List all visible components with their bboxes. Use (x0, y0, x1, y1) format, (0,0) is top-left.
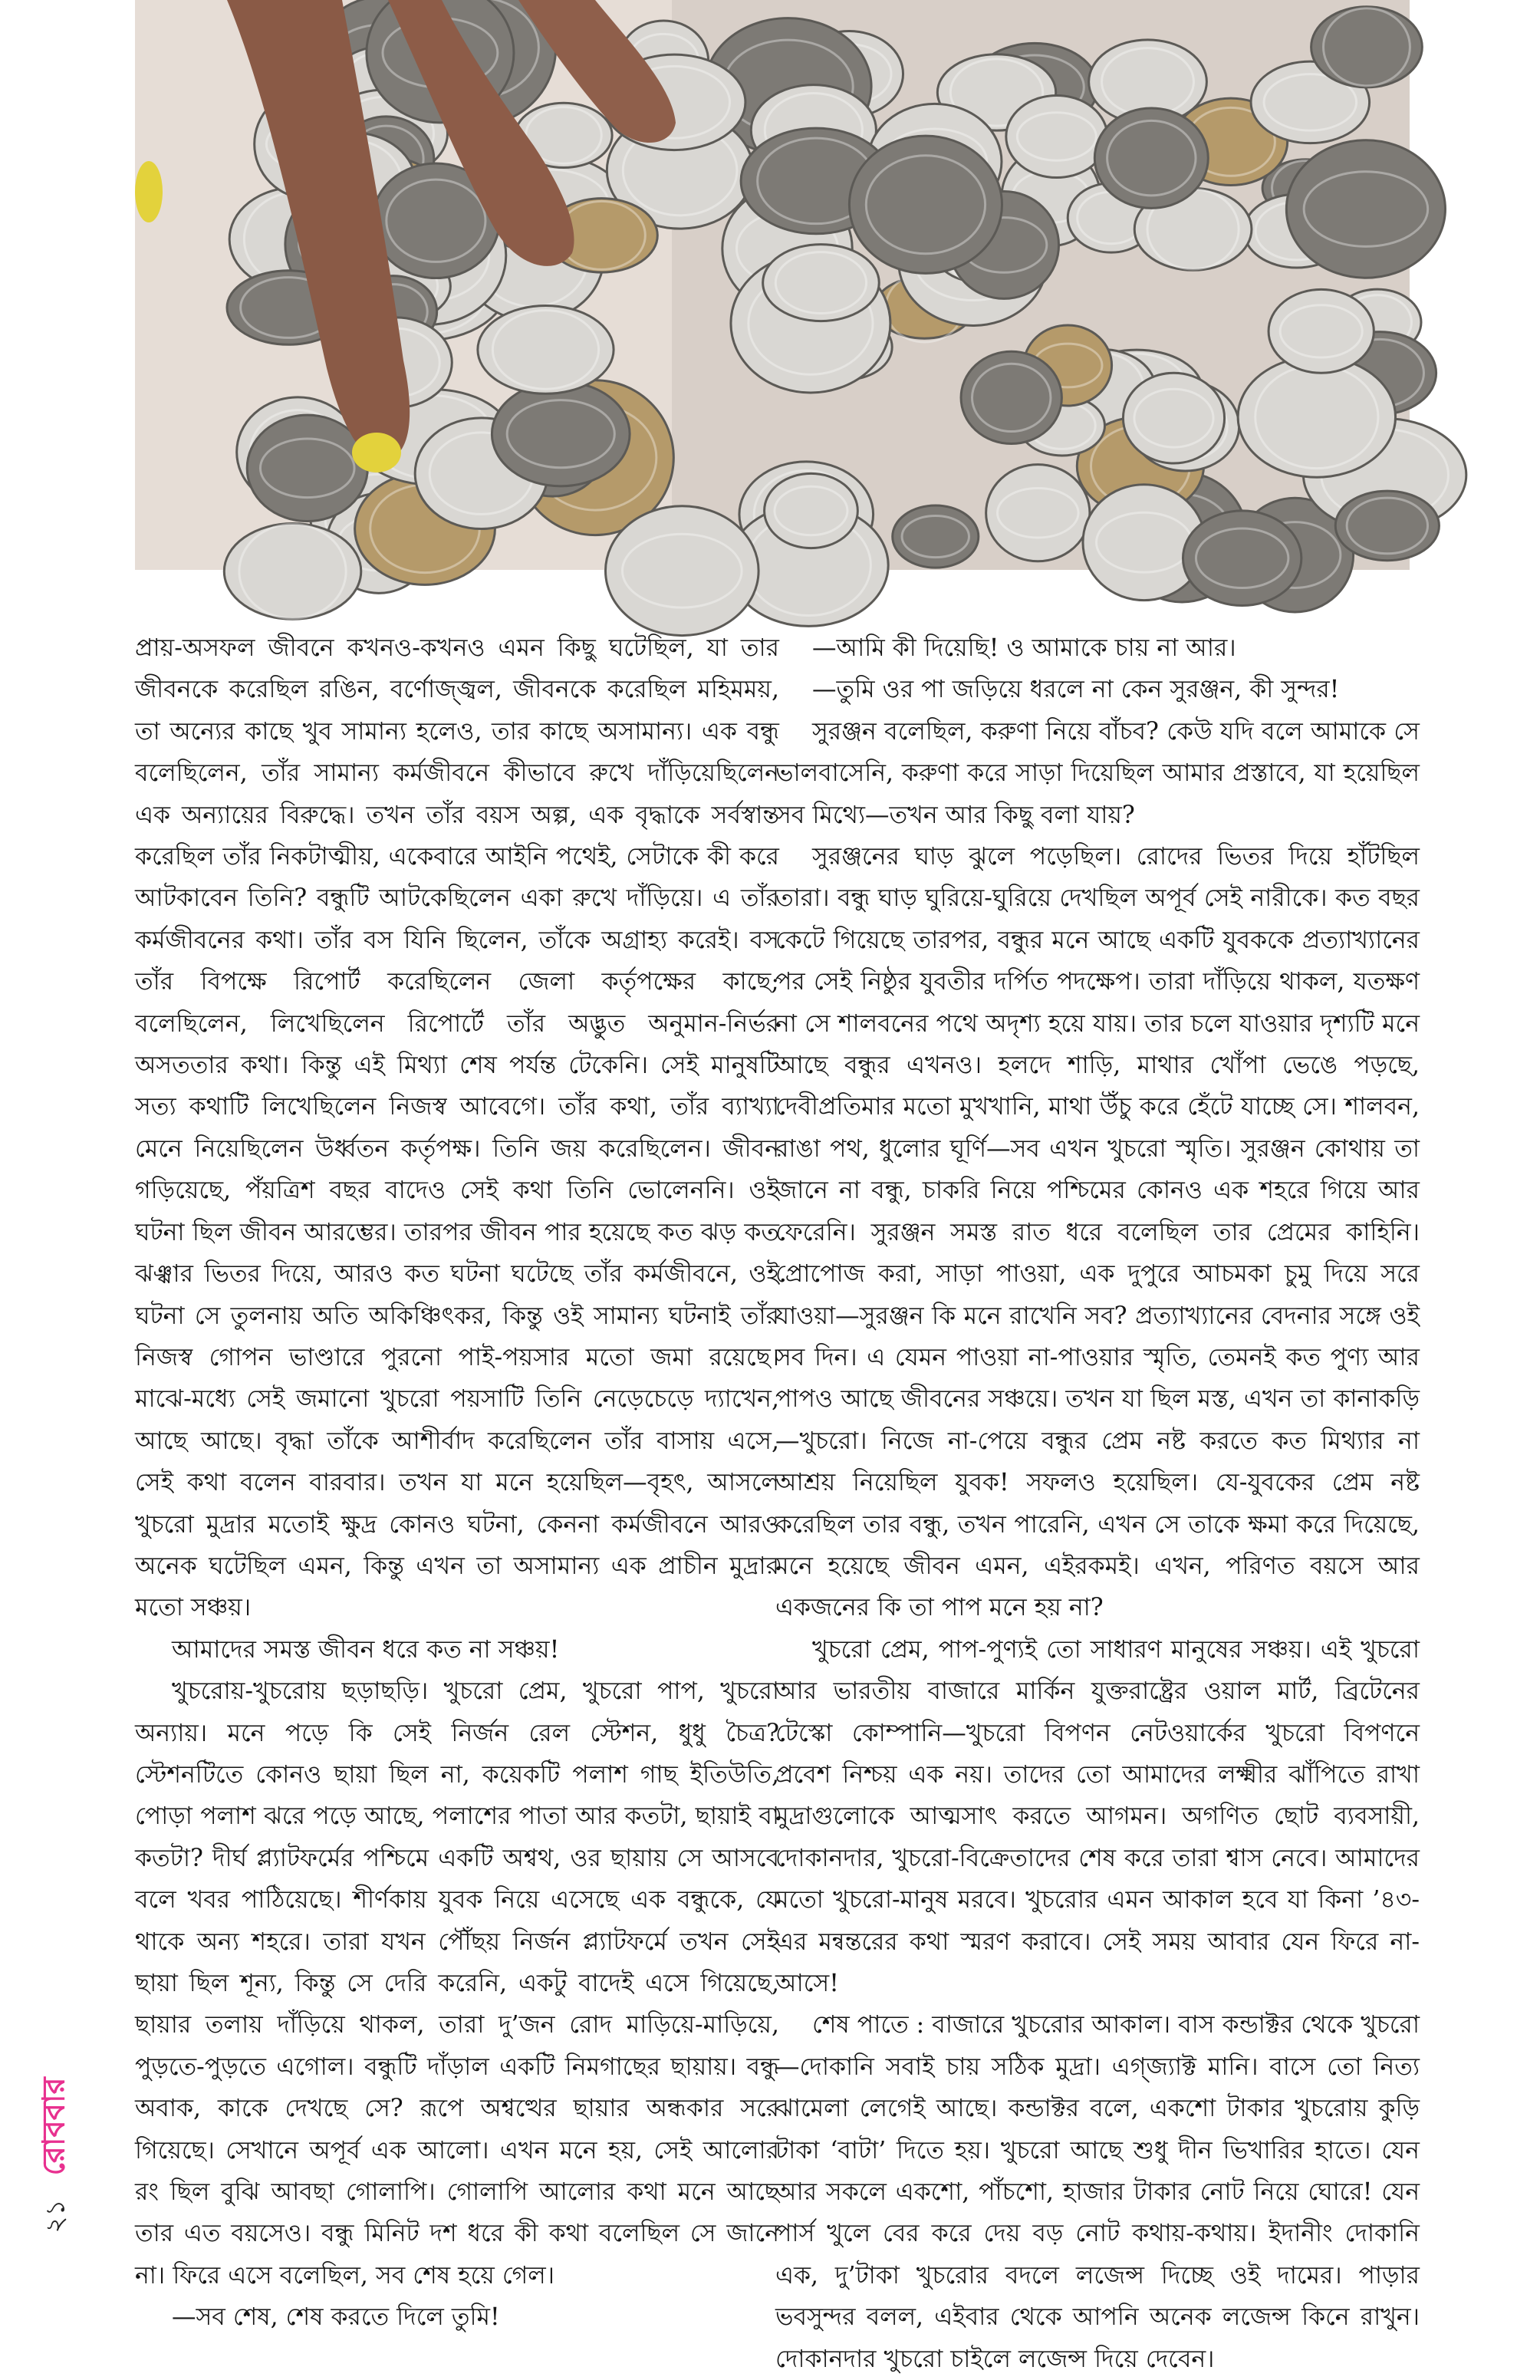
page-number: ২১ (40, 2199, 71, 2234)
coins-photo (135, 0, 1410, 570)
paragraph: —আমি কী দিয়েছি! ও আমাকে চায় না আর। (812, 634, 1236, 662)
paragraph: সুরঞ্জনের ঘাড় ঝুলে পড়েছিল। রোদের ভিতর দিয়ে হাঁটছিল তারা। বন্ধু ঘাড় ঘুরিয়ে-ঘুরিয়ে দেখছিল অপূর্ব সেই নারীকে। কত বছর কেটে গিয়েছে তারপর, বন্ধুর মনে আছে একটি যুবককে প্রত্যাখ্যানের পর সেই নিষ্ঠুর যুবতীর দর্পিত পদক্ষেপ। তারা দাঁড়িয়ে থাকল, যতক্ষণ না সে শালবনের পথে অদৃশ্য হয়ে যায়। তার চলে যাওয়ার দৃশ্যটি মনে আছে বন্ধুর এখনও। হলদে শাড়ি, মাথার খোঁপা ভেঙে পড়ছে, দেবীপ্রতিমার মতো মুখখানি, মাথা উঁচু করে হেঁটে যাচ্ছে সে। শালবন, রাঙা পথ, ধুলোর ঘূর্ণি—সব এখন খুচরো স্মৃতি। সুরঞ্জন কোথায় তা জানে না বন্ধু, চাকরি নিয়ে পশ্চিমের কোনও এক শহরে গিয়ে আর ফেরেনি। সুরঞ্জন সমস্ত রাত ধরে বলেছিল তার প্রেমের কাহিনি। প্রোপোজ করা, সাড়া পাওয়া, এক দুপুরে আচমকা চুমু দিয়ে সরে যাওয়া—সুরঞ্জন কি মনে রাখেনি সব? প্রত্যাখ্যানের বেদনার সঙ্গে ওই সব দিন। এ যেমন পাওয়া না-পাওয়ার স্মৃতি, তেমনই কত পুণ্য আর পাপও আছে জীবনের সঞ্চয়ে। তখন যা ছিল মস্ত, এখন তা কানাকড়ি—খুচরো। নিজে না-পেয়ে বন্ধুর প্রেম নষ্ট করতে কত মিথ্যার না আশ্রয় নিয়েছিল যুবক! সফলও হয়েছিল। যে-যুবকের প্রেম নষ্ট করেছিল তার বন্ধু, তখন পারেনি, এখন সে তাকে ক্ষমা করে দিয়েছে, মনে হয়েছে জীবন এমন, এইরকমই। এখন, পরিণত বয়সে আর একজনের কি তা পাপ মনে হয় না? (775, 843, 1420, 1622)
paragraph: সুরঞ্জন বলেছিল, করুণা নিয়ে বাঁচব? কেউ যদি বলে আমাকে সে ভালবাসেনি, করুণা করে সাড়া দিয়েছিল আমার প্রস্তাবে, যা হয়েছিল সব মিথ্যে—তখন আর কিছু বলা যায়? (775, 717, 1420, 829)
article-left-column (135, 627, 779, 2332)
paragraph: —সব শেষ, শেষ করতে দিলে তুমি! (172, 2303, 500, 2332)
paragraph: শেষ পাতে : বাজারে খুচরোর আকাল। বাস কন্ডাক্টর থেকে খুচরো—দোকানি সবাই চায় সঠিক মুদ্রা। এগ্‌জ্যাক্ট মানি। বাসে তো নিত্য ঝামেলা লেগেই আছে। কন্ডাক্টর বলে, একশো টাকার খুচরোয় কুড়ি টাকা ‘বাটা’ দিতে হয়। খুচরো আছে শুধু দীন ভিখারির হাতে। যেন আর সকলে একশো, পাঁচশো, হাজার টাকার নোট নিয়ে ঘোরে! যেন পার্স খুলে বের করে দেয় বড় নোট কথায়-কথায়। ইদানীং দোকানি এক, দু’টাকা খুচরোর বদলে লজেন্স দিচ্ছে ওই দামের। পাড়ার ভবসুন্দর বলল, এইবার থেকে আপনি অনেক লজেন্স কিনে রাখুন। দোকানদার খুচরো চাইলে লজেন্স দিয়ে দেবেন। (775, 2011, 1420, 2373)
paragraph: প্রায়-অসফল জীবনে কখনও-কখনও এমন কিছু ঘটেছিল, যা তার জীবনকে করেছিল রঙিন, বর্ণোজ্জ্বল, জীবনকে করেছিল মহিমময়, তা অন্যের কাছে খুব সামান্য হলেও, তার কাছে অসামান্য। এক বন্ধু বলেছিলেন, তাঁর সামান্য কর্মজীবনে কীভাবে রুখে দাঁড়িয়েছিলেন এক অন্যায়ের বিরুদ্ধে। তখন তাঁর বয়স অল্প, এক বৃদ্ধাকে সর্বস্বান্ত করেছিল তাঁর নিকটাত্মীয়, একেবারে আইনি পথেই, সেটাকে কী করে আটকাবেন তিনি? বন্ধুটি আটকেছিলেন একা রুখে দাঁড়িয়ে। এ তাঁর কর্মজীবনের কথা। তাঁর বস যিনি ছিলেন, তাঁকে অগ্রাহ্য করেই। বস তাঁর বিপক্ষে রিপোর্ট করেছিলেন জেলা কর্তৃপক্ষের কাছে; বলেছিলেন, লিখেছিলেন রিপোর্টে তাঁর অদ্ভুত অনুমান-নির্ভর অসততার কথা। কিন্তু এই মিথ্যা শেষ পর্যন্ত টেকেনি। সেই মানুষটি সত্য কথাটি লিখেছিলেন নিজস্ব আবেগে। তাঁর কথা, তাঁর ব্যাখ্যা মেনে নিয়েছিলেন উর্ধ্বতন কর্তৃপক্ষ। তিনি জয় করেছিলেন। জীবন গড়িয়েছে, পঁয়ত্রিশ বছর বাদেও সেই কথা তিনি ভোলেননি। ওই ঘটনা ছিল জীবন আরম্ভের। তারপর জীবন পার হয়েছে কত ঝড় কত ঝঞ্ঝার ভিতর দিয়ে, আরও কত ঘটনা ঘটেছে তাঁর কর্মজীবনে, ওই ঘটনা সে তুলনায় অতি অকিঞ্চিৎকর, কিন্তু ওই সামান্য ঘটনাই তাঁর নিজস্ব গোপন ভাণ্ডারে পুরনো পাই-পয়সার মতো জমা রয়েছে। মাঝে-মধ্যে সেই জমানো খুচরো পয়সাটি তিনি নেড়েচেড়ে দ্যাখেন, আছে আছে। বৃদ্ধা তাঁকে আশীর্বাদ করেছিলেন তাঁর বাসায় এসে, সেই কথা বলেন বারবার। তখন যা মনে হয়েছিল—বৃহৎ, আসলে খুচরো মুদ্রার মতোই ক্ষুদ্র কোনও ঘটনা, কেননা কর্মজীবনে আরও অনেক ঘটেছিল এমন, কিন্তু এখন তা অসামান্য এক প্রাচীন মুদ্রার মতো সঞ্চয়। (135, 634, 779, 1622)
coins-photo-icon (135, 0, 1410, 570)
paragraph: আমাদের সমস্ত জীবন ধরে কত না সঞ্চয়! (172, 1635, 560, 1664)
paragraph: —তুমি ওর পা জড়িয়ে ধরলে না কেন সুরঞ্জন, কী সুন্দর! (812, 676, 1340, 704)
article-right-column (775, 627, 1420, 2373)
paragraph: খুচরোয়-খুচরোয় ছড়াছড়ি। খুচরো প্রেম, খুচরো পাপ, খুচরো অন্যায়। মনে পড়ে কি সেই নির্জন রেল স্টেশন, ধুধু চৈত্র? স্টেশনটিতে কোনও ছায়া ছিল না, কয়েকটি পলাশ গাছ ইতিউতি, পোড়া পলাশ ঝরে পড়ে আছে, পলাশের পাতা আর কতটা, ছায়াই বা কতটা? দীর্ঘ প্ল্যাটফর্মের পশ্চিমে একটি অশ্বথ, ওর ছায়ায় সে আসবে বলে খবর পাঠিয়েছে। শীর্ণকায় যুবক নিয়ে এসেছে এক বন্ধুকে, যে থাকে অন্য শহরে। তারা যখন পৌঁছয় নির্জন প্ল্যাটফর্মে তখন সেই ছায়া ছিল শূন্য, কিন্তু সে দেরি করেনি, একটু বাদেই এসে গিয়েছে, ছায়ার তলায় দাঁড়িয়ে থাকল, তারা দু’জন রোদ মাড়িয়ে-মাড়িয়ে, পুড়তে-পুড়তে এগোল। বন্ধুটি দাঁড়াল একটি নিমগাছের ছায়ায়। বন্ধু অবাক, কাকে দেখছে সে? রূপে অশ্বত্থের ছায়ার অন্ধকার সরে গিয়েছে। সেখানে অপূর্ব এক আলো। এখন মনে হয়, সেই আলোর রং ছিল বুঝি আবছা গোলাপি। গোলাপি আলোর কথা মনে আছে তার এত বয়সেও। বন্ধু মিনিট দশ ধরে কী কথা বলেছিল সে জানে না। ফিরে এসে বলেছিল, সব শেষ হয়ে গেল। (135, 1677, 779, 2289)
sidebar-footer (34, 2040, 77, 2270)
paragraph: খুচরো প্রেম, পাপ-পুণ্যই তো সাধারণ মানুষের সঞ্চয়। এই খুচরো আর ভারতীয় বাজারে মার্কিন যুক্তরাষ্ট্রের ওয়াল মার্ট, ব্রিটেনের টেস্কো কোম্পানি—খুচরো বিপণন নেটওয়ার্কের খুচরো বিপণনে প্রবেশ নিশ্চয় এক নয়। তাদের তো আমাদের লক্ষ্মীর ঝাঁপিতে রাখা মুদ্রাগুলোকে আত্মসাৎ করতে আগমন। অগণিত ছোট ব্যবসায়ী, দোকানদার, খুচরো-বিক্রেতাদের শেষ করে তারা শ্বাস নেবে। আমাদের মতো খুচরো-মানুষ মরবে। খুচরোর এমন আকাল হবে যা কিনা ’৪৩-এর মন্বন্তরের কথা স্মরণ করাবে। সেই সময় আবার যেন ফিরে না-আসে! (775, 1635, 1420, 1997)
magazine-brand: রোববার (36, 2077, 72, 2176)
